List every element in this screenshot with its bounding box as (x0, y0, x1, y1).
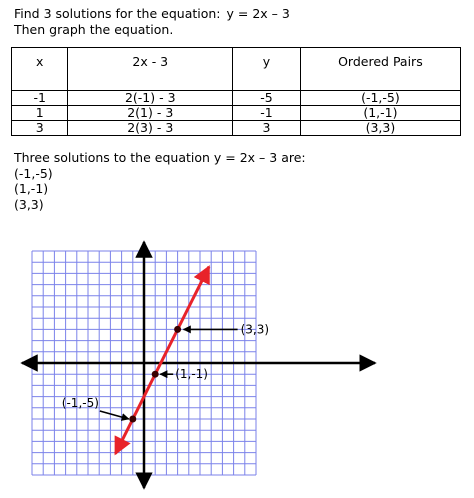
equation-line (115, 267, 209, 454)
problem-line-1 (14, 6, 290, 22)
table-row (12, 106, 461, 121)
problem-statement (14, 6, 290, 38)
solution-point (174, 326, 181, 333)
summary-solution: (-1,-5) (14, 165, 53, 181)
problem-line-2: Then graph the equation. (14, 22, 174, 37)
cell-y: -1 (233, 106, 301, 121)
cell-pair: (1,-1) (300, 106, 460, 121)
cell-expression: 2(-1) - 3 (68, 91, 233, 106)
solution-point (152, 371, 159, 378)
point-label-arrow (100, 411, 129, 419)
cell-expression: 2(1) - 3 (68, 106, 233, 121)
point-label: (1,-1) (175, 367, 208, 382)
solution-point (129, 416, 136, 423)
point-label: (3,3) (240, 322, 270, 337)
header-x: x (12, 48, 68, 91)
point-label: (-1,-5) (61, 396, 99, 410)
cell-x: 3 (12, 121, 68, 136)
summary-intro: Three solutions to the equation y = 2x – 3 are: (14, 150, 306, 165)
cell-expression: 2(3) - 3 (68, 121, 233, 136)
summary-solution: (3,3) (14, 196, 44, 212)
cell-pair: (3,3) (300, 121, 460, 136)
cell-x: -1 (12, 91, 68, 106)
cell-pair: (-1,-5) (300, 91, 460, 106)
table-header-row (12, 48, 461, 91)
solutions-table (11, 47, 461, 136)
header-ordered-pairs: Ordered Pairs (300, 48, 460, 91)
axes (22, 242, 375, 488)
coordinate-graph (0, 238, 474, 493)
table-row (12, 121, 461, 136)
table-row (12, 91, 461, 106)
header-expression: 2x - 3 (68, 48, 233, 91)
problem-equation: y = 2x – 3 (226, 6, 290, 21)
cell-x: 1 (12, 106, 68, 121)
cell-y: 3 (233, 121, 301, 136)
cell-y: -5 (233, 91, 301, 106)
header-y: y (233, 48, 301, 91)
solutions-summary (14, 150, 306, 212)
summary-solution: (1,-1) (14, 181, 49, 196)
problem-instruction: Find 3 solutions for the equation: (14, 6, 221, 21)
